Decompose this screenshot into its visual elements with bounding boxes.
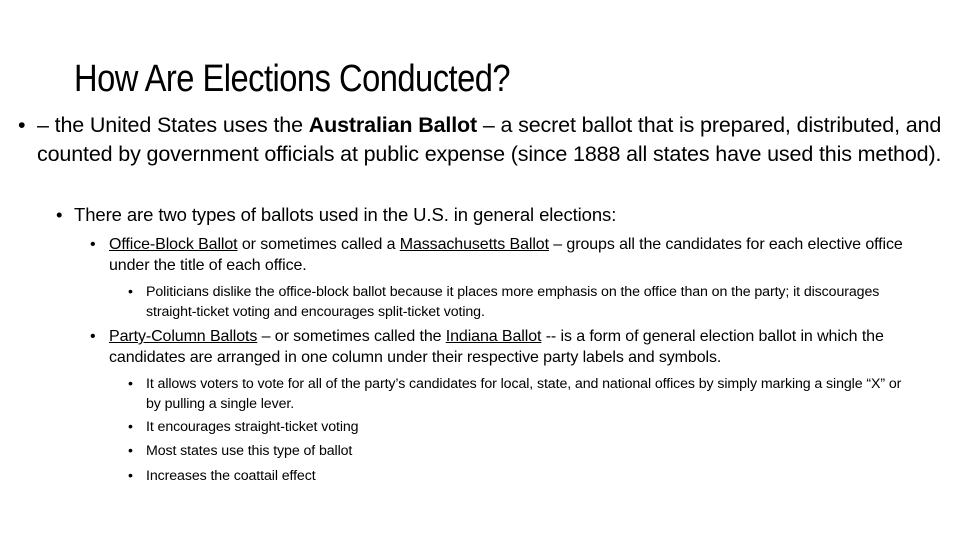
bullet-icon: • bbox=[90, 236, 96, 253]
term-australian-ballot: Australian Ballot bbox=[308, 113, 478, 137]
bullet-icon: • bbox=[128, 443, 133, 459]
bullet-icon: • bbox=[128, 376, 133, 392]
bullet-text bbox=[109, 234, 920, 276]
bullet-text bbox=[37, 111, 948, 168]
text-middle: – or sometimes called the bbox=[257, 328, 446, 345]
bullet-party-column-ballots bbox=[90, 326, 930, 368]
bullet-text: It encourages straight-ticket voting bbox=[146, 419, 359, 435]
text-middle: or sometimes called a bbox=[237, 236, 400, 253]
bullet-icon: • bbox=[128, 419, 133, 435]
slide-title: How Are Elections Conducted? bbox=[74, 58, 511, 100]
sub-bullet-office-block-1 bbox=[128, 283, 928, 322]
bullet-ballot-types bbox=[56, 203, 936, 227]
text-suffix: – a secret ballot that is prepared, distributed, and counted by government officials at public expense (since 1888 all states have used this method). bbox=[37, 113, 942, 166]
term-massachusetts-ballot: Massachusetts Ballot bbox=[399, 236, 549, 253]
bullet-icon: • bbox=[56, 204, 63, 225]
bullet-australian-ballot bbox=[18, 111, 948, 168]
bullet-icon: • bbox=[90, 328, 96, 345]
bullet-text: Most states use this type of ballot bbox=[146, 443, 353, 459]
term-indiana-ballot: Indiana Ballot bbox=[445, 328, 542, 345]
bullet-text bbox=[109, 326, 930, 368]
sub-bullet-party-column-2 bbox=[128, 418, 908, 438]
bullet-text: It allows voters to vote for all of the party’s candidates for local, state, and national offices by simply marking a single “X” or by pulling a single lever. bbox=[146, 376, 902, 412]
text-rest: -- is a form of general election ballot in which the candidates are arranged in one column under their respective party labels and symbols. bbox=[109, 328, 884, 366]
bullet-text: There are two types of ballots used in the U.S. in general elections: bbox=[74, 204, 617, 225]
term-party-column-ballots: Party-Column Ballots bbox=[109, 328, 258, 345]
text-rest: – groups all the candidates for each elective office under the title of each office. bbox=[109, 236, 903, 274]
sub-bullet-party-column-3 bbox=[128, 442, 908, 462]
bullet-icon: • bbox=[18, 113, 26, 137]
bullet-icon: • bbox=[128, 284, 133, 300]
term-office-block-ballot: Office-Block Ballot bbox=[109, 236, 238, 253]
bullet-text: Politicians dislike the office-block ballot because it places more emphasis on the office than on the party; it discourages straight-ticket voting and encourages split-ticket voting. bbox=[146, 284, 880, 320]
text-prefix: – the United States uses the bbox=[37, 113, 309, 137]
bullet-text: Increases the coattail effect bbox=[146, 468, 316, 484]
bullet-icon: • bbox=[128, 468, 133, 484]
bullet-office-block-ballot bbox=[90, 234, 920, 276]
sub-bullet-party-column-1 bbox=[128, 375, 908, 414]
sub-bullet-party-column-4 bbox=[128, 467, 908, 487]
